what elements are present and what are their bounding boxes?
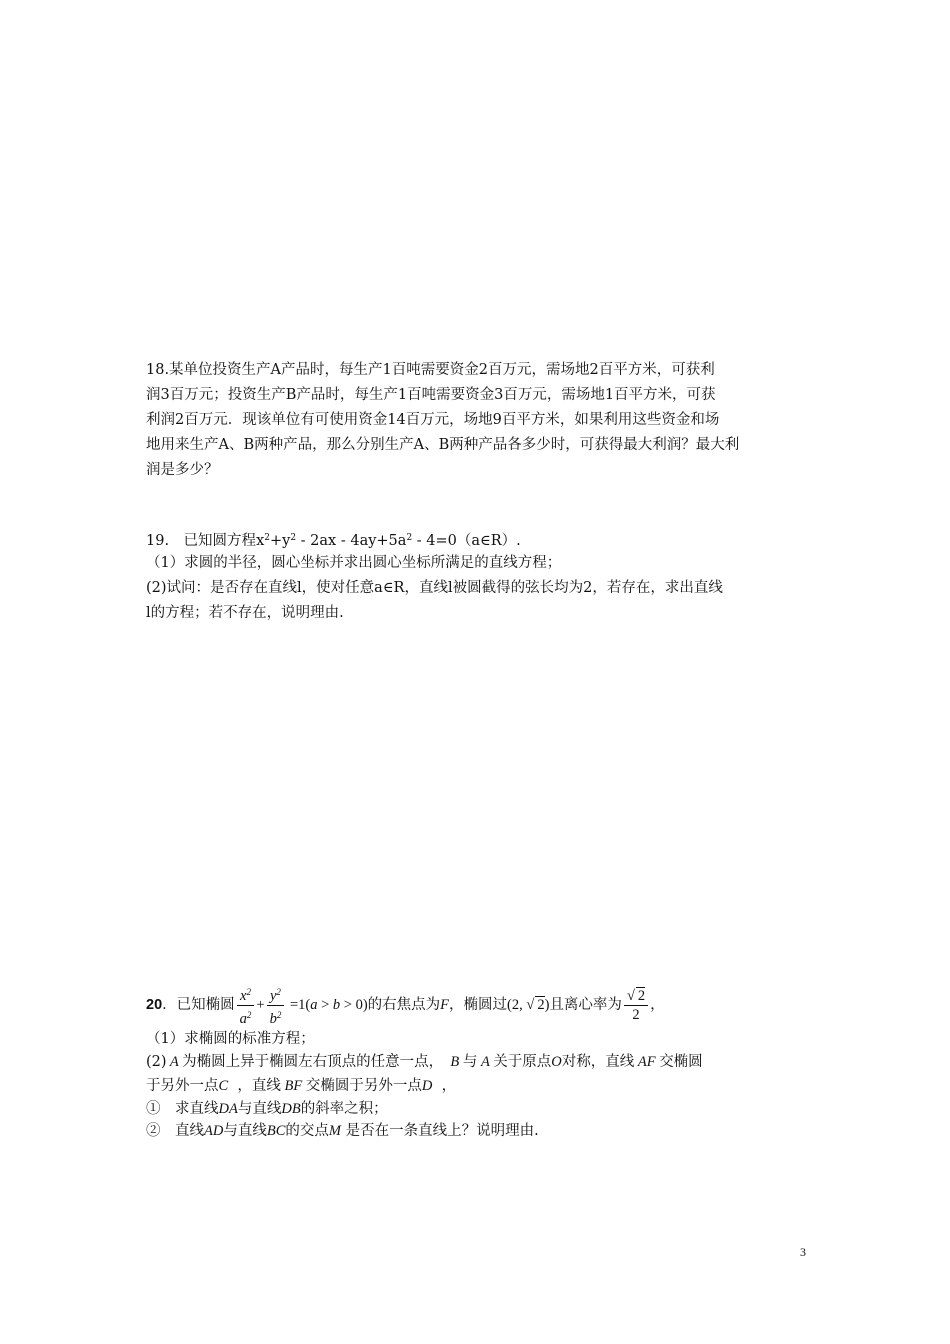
- q20-part-2-line-1: (2) A 为椭圆上异于椭圆左右顶点的任意一点， B 与 A 关于原点O对称，直线 AF 交椭圆: [146, 1054, 703, 1070]
- q20-sub-2-text-d: 是否在一条直线上？说明理由.: [345, 1123, 539, 1139]
- q20-part-2-text-g: 于另外一点: [146, 1078, 219, 1094]
- q20-focus-label: F: [440, 997, 450, 1013]
- ellipse-term-y: $\frac{y^2}{b^2}$: [267, 983, 285, 1028]
- q20-part-2-text-f: 交椭圆: [659, 1054, 703, 1070]
- q20-part-1: （1）求椭圆的标准方程；: [146, 1031, 315, 1047]
- q19-part-2-line-2: l的方程；若不存在，说明理由.: [146, 605, 344, 621]
- q18-line-3: 利润2百万元．现该单位有可使用资金14百万元，场地9百平方米，如果利用这些资金和场: [146, 412, 720, 428]
- q20-part-2-label: (2): [146, 1054, 167, 1070]
- q20-part-2-text-h: ，直线: [237, 1078, 281, 1094]
- q20-intro-end: ，: [650, 997, 665, 1013]
- q19-intro-suffix: （a∈R）.: [456, 533, 521, 549]
- q20-sub-1-text-c: 的斜率之积；: [300, 1101, 388, 1117]
- q20-sub-1: ① 求直线DA与直线DB的斜率之积；: [146, 1101, 388, 1117]
- q20-intro-3: ，椭圆过: [449, 997, 508, 1013]
- q20-intro-2: 的右焦点为: [367, 997, 441, 1013]
- question-20: [146, 982, 812, 1142]
- q20-sub-1-text-a: ① 求直线: [146, 1101, 219, 1117]
- q20-part-2-text-b: 为椭圆上异于椭圆左右顶点的任意一点，: [182, 1054, 444, 1070]
- q19-circle-equation: $x^2+y^2 - 2ax - 4ay+5a^2 - 4=0$: [256, 533, 457, 549]
- q18-line-1: 18.某单位投资生产A产品时，每生产1百吨需要资金2百万元，需场地2百平方米，可获利: [146, 362, 715, 378]
- question-19: [146, 526, 812, 626]
- q20-sub-2-text-c: 的交点: [285, 1123, 329, 1139]
- q20-part-2-line-2: 于另外一点C ，直线 BF 交椭圆于另外一点D ，: [146, 1078, 457, 1094]
- q20-part-2-text-j: ，: [441, 1078, 457, 1094]
- q18-line-5: 润是多少？: [146, 462, 219, 478]
- q20-part-2-text-c: 与: [462, 1054, 478, 1070]
- q20-part-2-text-d: 关于原点: [493, 1054, 552, 1070]
- q20-part-2-text-e: 对称，直线: [561, 1054, 635, 1070]
- q18-line-4: 地用来生产A、B两种产品，那么分别生产A、B两种产品各多少时，可获得最大利润？最大利: [146, 437, 740, 453]
- point-on-ellipse: (2, √ 2): [507, 997, 550, 1013]
- q20-sub-2-text-a: ② 直线: [146, 1123, 204, 1139]
- q19-intro-prefix: 19. 已知圆方程: [146, 533, 257, 549]
- q20-intro: 20．已知椭圆 $\frac{x^2}{a^2}$ + $\frac{y^2}{b^2}$ =1(a > b > 0)的右焦点为F，椭圆过(2, √ 2)且离心率为 $\frac{√ 2}{2}$ ，: [146, 982, 812, 1028]
- q20-intro-1: ．已知椭圆: [162, 997, 235, 1013]
- q19-part-1: （1）求圆的半径，圆心坐标并求出圆心坐标所满足的直线方程；: [146, 555, 562, 571]
- q20-intro-4: 且离心率为: [549, 997, 622, 1013]
- q20-sub-1-text-b: 与直线: [237, 1101, 282, 1117]
- q20-number: 20: [146, 997, 163, 1013]
- q20-sub-2-text-b: 与直线: [223, 1123, 267, 1139]
- q20-part-2-text-i: 交椭圆于另外一点: [305, 1078, 422, 1094]
- question-18: [146, 358, 812, 483]
- page-number: 3: [800, 1245, 806, 1259]
- q18-line-2: 润3百万元；投资生产B产品时，每生产1百吨需要资金3百万元，需场地1百平方米，可获: [146, 387, 716, 403]
- q19-intro: [146, 526, 812, 551]
- eccentricity-value: $\frac{√ 2}{2}$: [624, 987, 648, 1024]
- q20-sub-2: ② 直线AD与直线BC的交点M 是否在一条直线上？说明理由.: [146, 1123, 539, 1139]
- ellipse-term-x: $\frac{x^2}{a^2}$: [237, 983, 255, 1028]
- q19-part-2-line-1: (2)试问：是否存在直线l，使对任意a∈R，直线l被圆截得的弦长均为2，若存在，求出直线: [146, 580, 723, 596]
